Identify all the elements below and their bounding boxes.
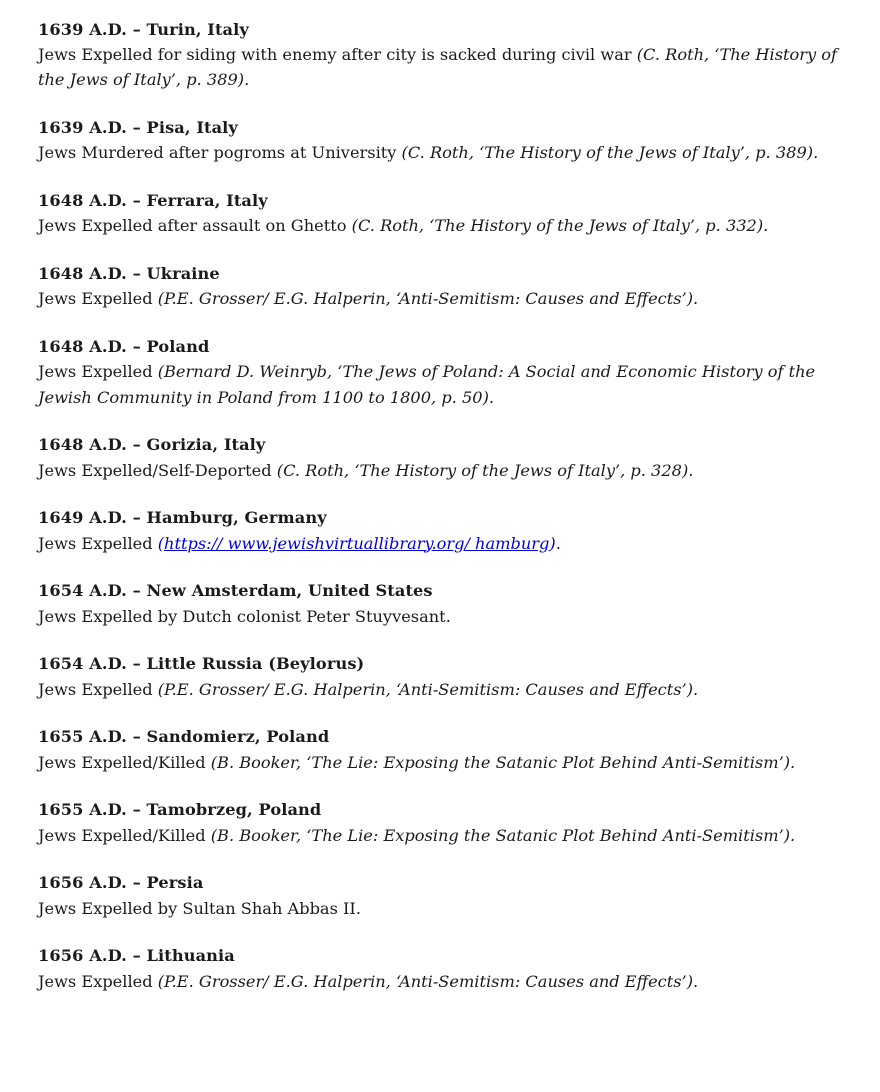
citation-link[interactable]: https:// www.jewishvirtuallibrary.org/ hamburg (164, 533, 550, 553)
entry-citation: (C. Roth, ‘The History of the Jews of Italy’, p. 389). (38, 45, 838, 90)
entry-description: Jews Expelled (38, 679, 158, 699)
timeline-entry (38, 432, 848, 482)
entry-citation: (P.E. Grosser/ E.G. Halperin, ‘Anti-Semitism: Causes and Effects’). (157, 971, 699, 991)
entry-citation: (B. Booker, ‘The Lie: Exposing the Satanic Plot Behind Anti-Semitism’). (210, 825, 796, 845)
entry-description: Jews Expelled/Killed (38, 752, 211, 772)
entry-description: Jews Expelled/Killed (38, 825, 211, 845)
entry-description: . (555, 533, 561, 553)
entry-body (38, 140, 848, 165)
timeline-entry (38, 334, 848, 410)
entry-description: Jews Expelled (38, 971, 158, 991)
entry-heading: 1639 A.D. – Pisa, Italy (38, 118, 238, 138)
entry-heading: 1648 A.D. – Poland (38, 337, 210, 357)
entry-citation: (P.E. Grosser/ E.G. Halperin, ‘Anti-Semitism: Causes and Effects’). (157, 289, 699, 309)
entry-description: Jews Expelled after assault on Ghetto (38, 216, 352, 236)
entry-citation: (P.E. Grosser/ E.G. Halperin, ‘Anti-Semitism: Causes and Effects’). (157, 679, 699, 699)
entry-heading: 1654 A.D. – New Amsterdam, United States (38, 581, 433, 601)
entry-body (38, 896, 848, 921)
entry-description: Jews Expelled by Sultan Shah Abbas II. (38, 898, 361, 918)
entry-heading: 1639 A.D. – Turin, Italy (38, 20, 249, 39)
entry-citation: (C. Roth, ‘The History of the Jews of Italy’, p. 389). (401, 143, 819, 163)
entry-citation: (B. Booker, ‘The Lie: Exposing the Satanic Plot Behind Anti-Semitism’). (210, 752, 796, 772)
entry-heading: 1648 A.D. – Ukraine (38, 264, 220, 284)
timeline-entry (38, 651, 848, 701)
entry-description: Jews Expelled (38, 362, 158, 382)
entry-heading: 1656 A.D. – Lithuania (38, 946, 235, 966)
entry-citation: (C. Roth, ‘The History of the Jews of Italy’, p. 328). (276, 460, 694, 480)
entry-body (38, 359, 848, 409)
entry-description: Jews Expelled for siding with enemy after city is sacked during civil war (38, 45, 637, 65)
entry-body (38, 213, 848, 238)
timeline-entry (38, 870, 848, 920)
citation-link-paren: ( (157, 533, 165, 553)
entry-citation: (C. Roth, ‘The History of the Jews of Italy’, p. 332). (351, 216, 769, 236)
entry-description: Jews Expelled (38, 289, 158, 309)
entry-citation: (Bernard D. Weinryb, ‘The Jews of Poland: A Social and Economic History of the Jewish Community in Poland from 1100 to 1800, p. 50). (38, 362, 816, 407)
entry-body (38, 42, 848, 92)
entry-heading: 1654 A.D. – Little Russia (Beylorus) (38, 654, 365, 674)
entry-description: Jews Expelled by Dutch colonist Peter Stuyvesant. (38, 606, 451, 626)
timeline-entry (38, 578, 848, 628)
entry-body (38, 677, 848, 702)
entry-body (38, 286, 848, 311)
entry-heading: 1648 A.D. – Gorizia, Italy (38, 435, 266, 455)
timeline-entry (38, 261, 848, 311)
entry-heading: 1655 A.D. – Sandomierz, Poland (38, 727, 330, 747)
entry-body (38, 823, 848, 848)
entry-body (38, 458, 848, 483)
entry-body (38, 969, 848, 994)
entry-heading: 1656 A.D. – Persia (38, 873, 204, 893)
timeline-entry (38, 797, 848, 847)
citation-link-paren: ) (549, 533, 556, 553)
entry-heading: 1648 A.D. – Ferrara, Italy (38, 191, 268, 211)
entry-body (38, 531, 848, 556)
timeline-entry (38, 17, 848, 93)
timeline-entry (38, 115, 848, 165)
entry-description: Jews Murdered after pogroms at University (38, 143, 402, 163)
entry-heading: 1649 A.D. – Hamburg, Germany (38, 508, 327, 528)
timeline-entry (38, 188, 848, 238)
entry-heading: 1655 A.D. – Tamobrzeg, Poland (38, 800, 322, 820)
timeline-entry (38, 724, 848, 774)
entry-body (38, 604, 848, 629)
timeline-entry (38, 505, 848, 555)
entry-description: Jews Expelled (38, 533, 158, 553)
entry-body (38, 750, 848, 775)
entry-description: Jews Expelled/Self-Deported (38, 460, 277, 480)
timeline-entry (38, 943, 848, 993)
